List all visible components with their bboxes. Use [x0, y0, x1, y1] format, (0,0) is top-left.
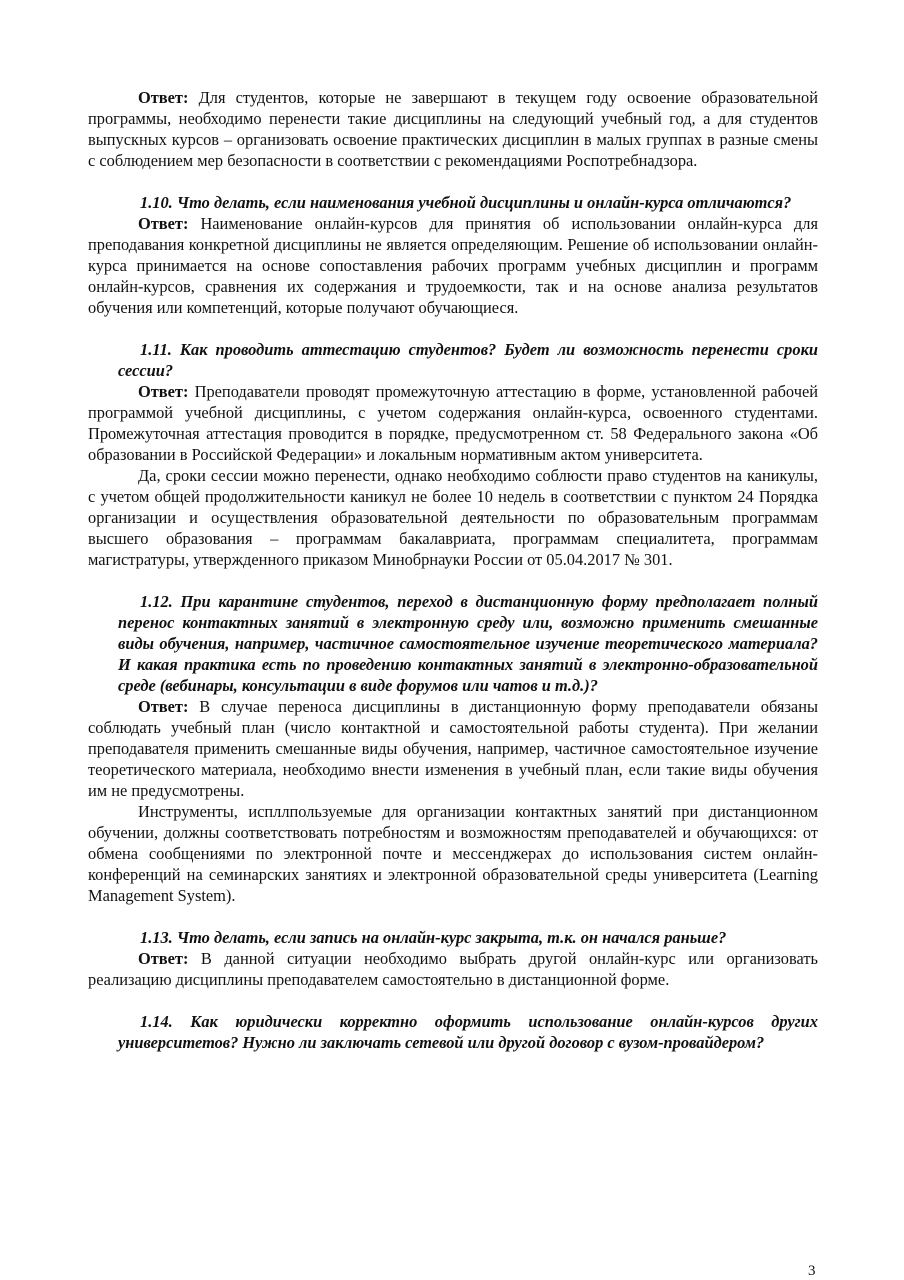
document-body [88, 87, 818, 1053]
answer-label: Ответ: [138, 214, 189, 233]
question-1-13: 1.13. Что делать, если запись на онлайн-курс закрыта, т.к. он начался раньше? [140, 928, 727, 947]
answer-text: В случае переноса дисциплины в дистанционную форму преподаватели обязаны соблюдать учебный план (число контактной и самостоятельной работы студента). При желании преподавателя применить смешанные виды обучения, например, частичное самостоятельное изучение теоретического материала, необходимо внести изменения в учебный план, если такие виды обучения им не предусмотрены. [88, 697, 818, 800]
section-gap [88, 318, 818, 339]
answer-text: Преподаватели проводят промежуточную аттестацию в форме, установленной рабочей программой учебной дисциплины, с учетом содержания онлайн-курса, освоенного студентами. Промежуточная аттестация проводится в порядке, предусмотренном ст. 58 Федерального закона «Об образовании в Российской Федерации» и локальным нормативным актом университета. [88, 382, 818, 464]
answer-paragraph [88, 801, 818, 906]
section-gap [88, 990, 818, 1011]
answer-label: Ответ: [138, 88, 189, 107]
answer-text: В данной ситуации необходимо выбрать другой онлайн-курс или организовать реализацию дисциплины преподавателем самостоятельно в дистанционной форме. [88, 949, 818, 989]
question-1-11: 1.11. Как проводить аттестацию студентов? Будет ли возможность перенести сроки сессии? [118, 340, 818, 380]
question-1-12: 1.12. При карантине студентов, переход в дистанционную форму предполагает полный перенос контактных занятий в электронную среду или, возможно применить смешанные виды обучения, например, частичное самостоятельное изучение теоретического материала? И какая практика есть по проведению контактных занятий в электронно-образовательной среде (вебинары, консультации в виде форумов или чатов и т.д.)? [118, 592, 818, 695]
answer-text: Наименование онлайн-курсов для принятия об использовании онлайн-курса для преподавания конкретной дисциплины не является определяющим. Решение об использовании онлайн-курса принимается на основе сопоставления рабочих программ учебных дисциплин и программ онлайн-курсов, сравнения их содержания и трудоемкости, так и на основе анализа результатов обучения или компетенций, которые получают обучающиеся. [88, 214, 818, 317]
question-1-10: 1.10. Что делать, если наименования учебной дисциплины и онлайн-курса отличаются? [140, 193, 792, 212]
answer-text: Для студентов, которые не завершают в текущем году освоение образовательной программы, необходимо перенести такие дисциплины на следующий учебный год, а для студентов выпускных курсов – организовать освоение практических дисциплин в малых группах в разные смены с соблюдением мер безопасности в соответствии с рекомендациями Роспотребнадзора. [88, 88, 818, 170]
section-gap [88, 171, 818, 192]
section-gap [88, 906, 818, 927]
answer-paragraph [88, 465, 818, 570]
question-1-14: 1.14. Как юридически корректно оформить использование онлайн-курсов других университетов? Нужно ли заключать сетевой или другой договор с вузом-провайдером? [118, 1012, 818, 1052]
answer-label: Ответ: [138, 382, 189, 401]
answer-paragraph [88, 696, 818, 801]
answer-paragraph [88, 87, 818, 171]
answer-paragraph [88, 948, 818, 990]
answer-text: Да, сроки сессии можно перенести, однако необходимо соблюсти право студентов на каникулы, с учетом общей продолжительности каникул не более 10 недель в соответствии с пунктом 24 Порядка организации и осуществления образовательной деятельности по образовательным программам высшего образования – программам бакалавриата, программам специалитета, программам магистратуры, утвержденного приказом Минобрнауки России от 05.04.2017 № 301. [88, 466, 818, 569]
page-number: 3 [808, 1263, 816, 1279]
answer-text: Инструменты, испллпользуемые для организации контактных занятий при дистанционном обучении, должны соответствовать потребностям и возможностям преподавателей и обучающихся: от обмена сообщениями по электронной почте и мессенджерах до использования систем онлайн-конференций на семинарских занятиях и электронной образовательной среды университета (Learning Management System). [88, 802, 818, 905]
answer-label: Ответ: [138, 697, 189, 716]
answer-label: Ответ: [138, 949, 189, 968]
answer-paragraph [88, 213, 818, 318]
answer-paragraph [88, 381, 818, 465]
section-gap [88, 570, 818, 591]
